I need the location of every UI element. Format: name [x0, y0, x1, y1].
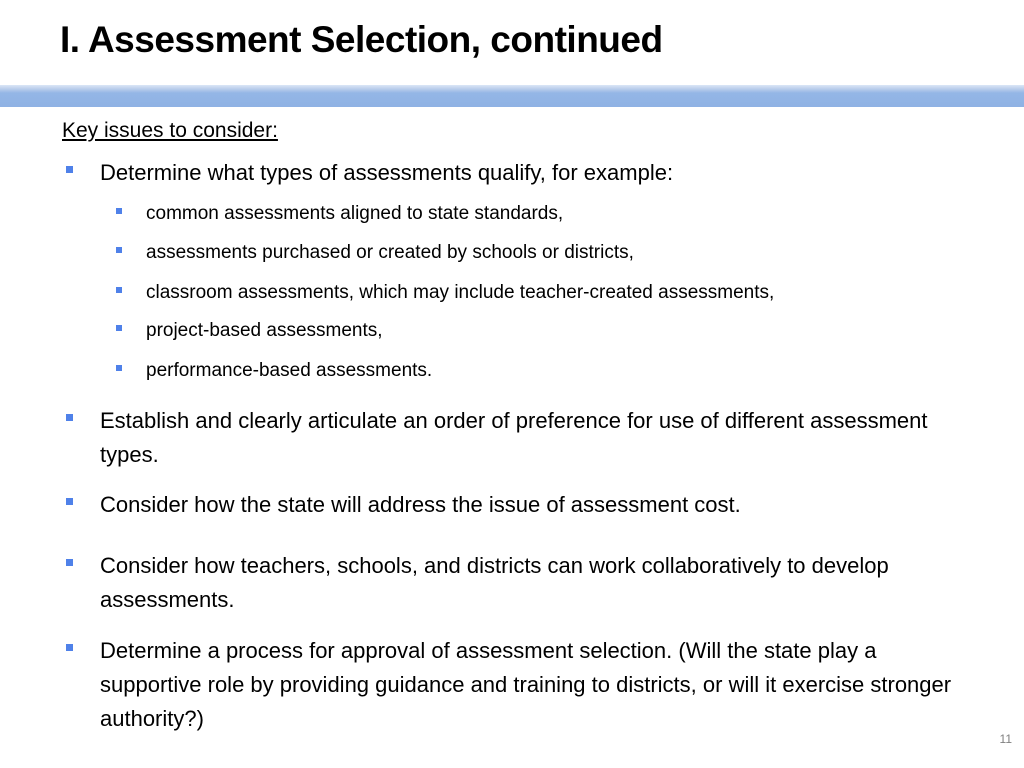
- title-divider-bar: [0, 85, 1024, 107]
- bullet-item-5: Determine a process for approval of assessment selection. (Will the state play a supportive role by providing guidance and training to districts, or will it exercise stronger authority?): [100, 638, 952, 731]
- key-issues-heading: Key issues to consider:: [62, 119, 278, 142]
- sub-bullet-square-icon: [116, 287, 122, 293]
- bullet-square-icon: [66, 498, 73, 505]
- bullet-item-1: Determine what types of assessments qualify, for example:: [100, 160, 674, 185]
- bullet-square-icon: [66, 414, 73, 421]
- sub-item-1: common assessments aligned to state standards,: [146, 203, 564, 224]
- sub-bullet-square-icon: [116, 365, 122, 371]
- sub-item-5: performance-based assessments.: [146, 360, 433, 381]
- bullet-item-2: Establish and clearly articulate an order of preference for use of different assessment types.: [100, 408, 928, 467]
- sub-item-4: project-based assessments,: [146, 320, 383, 341]
- sub-bullet-square-icon: [116, 208, 122, 214]
- sub-item-3: classroom assessments, which may include teacher-created assessments,: [146, 282, 775, 303]
- sub-bullet-square-icon: [116, 247, 122, 253]
- bullet-item-3: Consider how the state will address the issue of assessment cost.: [100, 492, 741, 517]
- sub-bullet-square-icon: [116, 325, 122, 331]
- bullet-square-icon: [66, 559, 73, 566]
- sub-item-2: assessments purchased or created by schools or districts,: [146, 242, 634, 263]
- page-number: 11: [999, 732, 1012, 746]
- bullet-square-icon: [66, 644, 73, 651]
- bullet-square-icon: [66, 166, 73, 173]
- bullet-item-4: Consider how teachers, schools, and districts can work collaboratively to develop assessments.: [100, 553, 889, 612]
- slide-title: I. Assessment Selection, continued: [60, 19, 663, 60]
